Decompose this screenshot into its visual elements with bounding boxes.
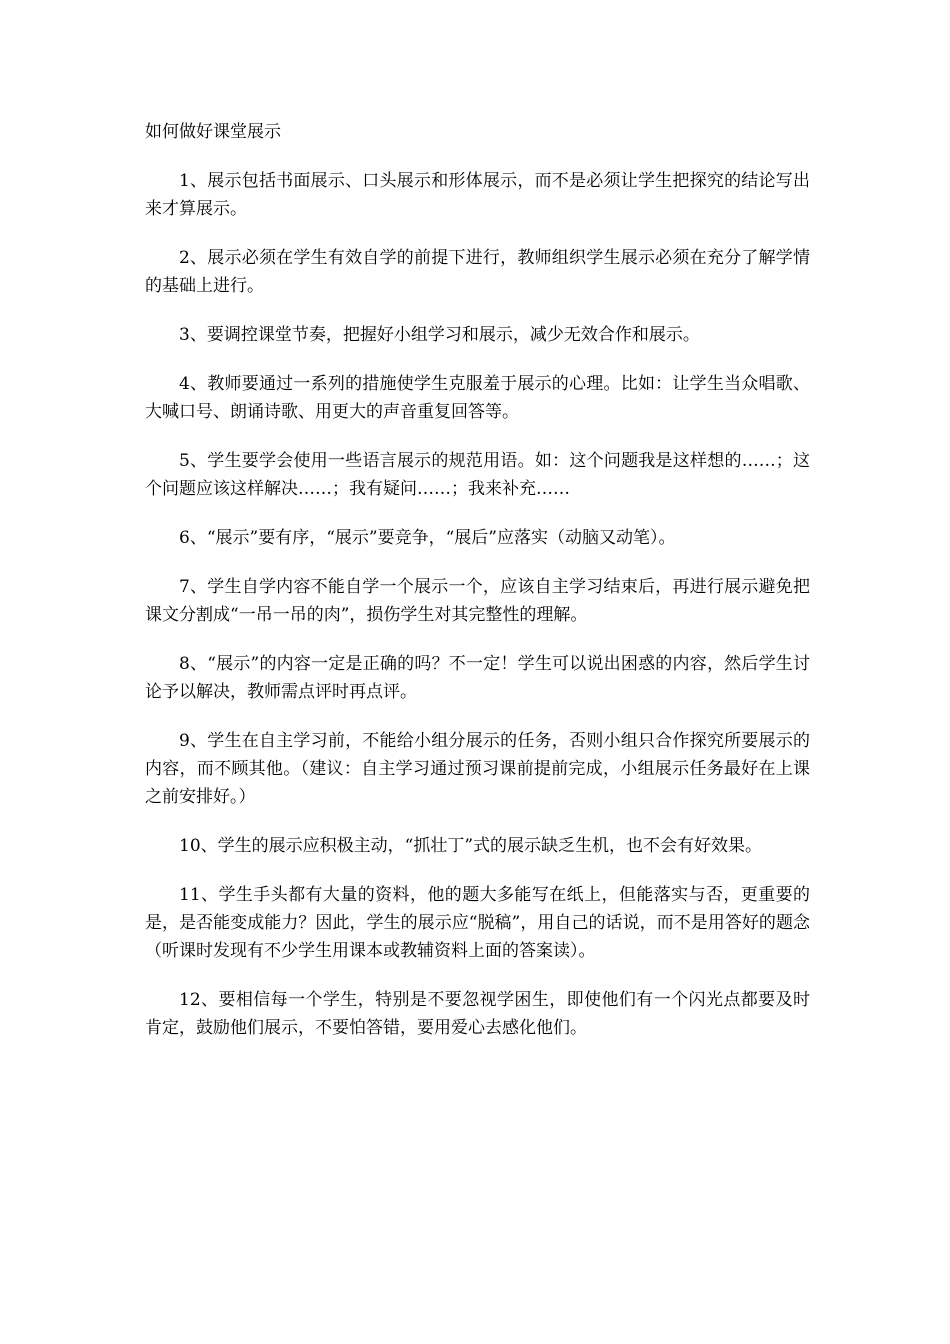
paragraph-1: 1、展示包括书面展示、口头展示和形体展示，而不是必须让学生把探究的结论写出来才算展示。 [145, 171, 810, 219]
paragraph-3: 3、要调控课堂节奏，把握好小组学习和展示，减少无效合作和展示。 [179, 325, 700, 345]
paragraph-8: 8、“展示”的内容一定是正确的吗？不一定！学生可以说出困惑的内容，然后学生讨论予以解决，教师需点评时再点评。 [145, 654, 810, 702]
paragraph-11: 11、学生手头都有大量的资料，他的题大多能写在纸上，但能落实与否，更重要的是，是否能变成能力？因此，学生的展示应“脱稿”，用自己的话说，而不是用答好的题念（听课时发现有不少学生用课本或教辅资料上面的答案读）。 [145, 885, 810, 961]
paragraph-10: 10、学生的展示应积极主动，“抓壮丁”式的展示缺乏生机，也不会有好效果。 [179, 836, 763, 856]
document-body [145, 118, 810, 1063]
document-title: 如何做好课堂展示 [145, 122, 281, 142]
paragraph-9: 9、学生在自主学习前，不能给小组分展示的任务，否则小组只合作探究所要展示的内容，而不顾其他。（建议：自主学习通过预习课前提前完成，小组展示任务最好在上课之前安排好。） [145, 731, 810, 807]
paragraph-7: 7、学生自学内容不能自学一个展示一个，应该自主学习结束后，再进行展示避免把课文分割成“一吊一吊的肉”，损伤学生对其完整性的理解。 [145, 577, 810, 625]
paragraph-12: 12、要相信每一个学生，特别是不要忽视学困生，即使他们有一个闪光点都要及时肯定，鼓励他们展示，不要怕答错，要用爱心去感化他们。 [145, 990, 810, 1038]
paragraph-2: 2、展示必须在学生有效自学的前提下进行，教师组织学生展示必须在充分了解学情的基础上进行。 [145, 248, 810, 296]
paragraph-4: 4、教师要通过一系列的措施使学生克服羞于展示的心理。比如：让学生当众唱歌、大喊口号、朗诵诗歌、用更大的声音重复回答等。 [145, 374, 810, 422]
paragraph-6: 6、“展示”要有序，“展示”要竞争，“展后”应落实（动脑又动笔）。 [179, 528, 676, 548]
paragraph-5: 5、学生要学会使用一些语言展示的规范用语。如：这个问题我是这样想的……；这个问题应该这样解决……；我有疑问……；我来补充…… [145, 451, 810, 499]
